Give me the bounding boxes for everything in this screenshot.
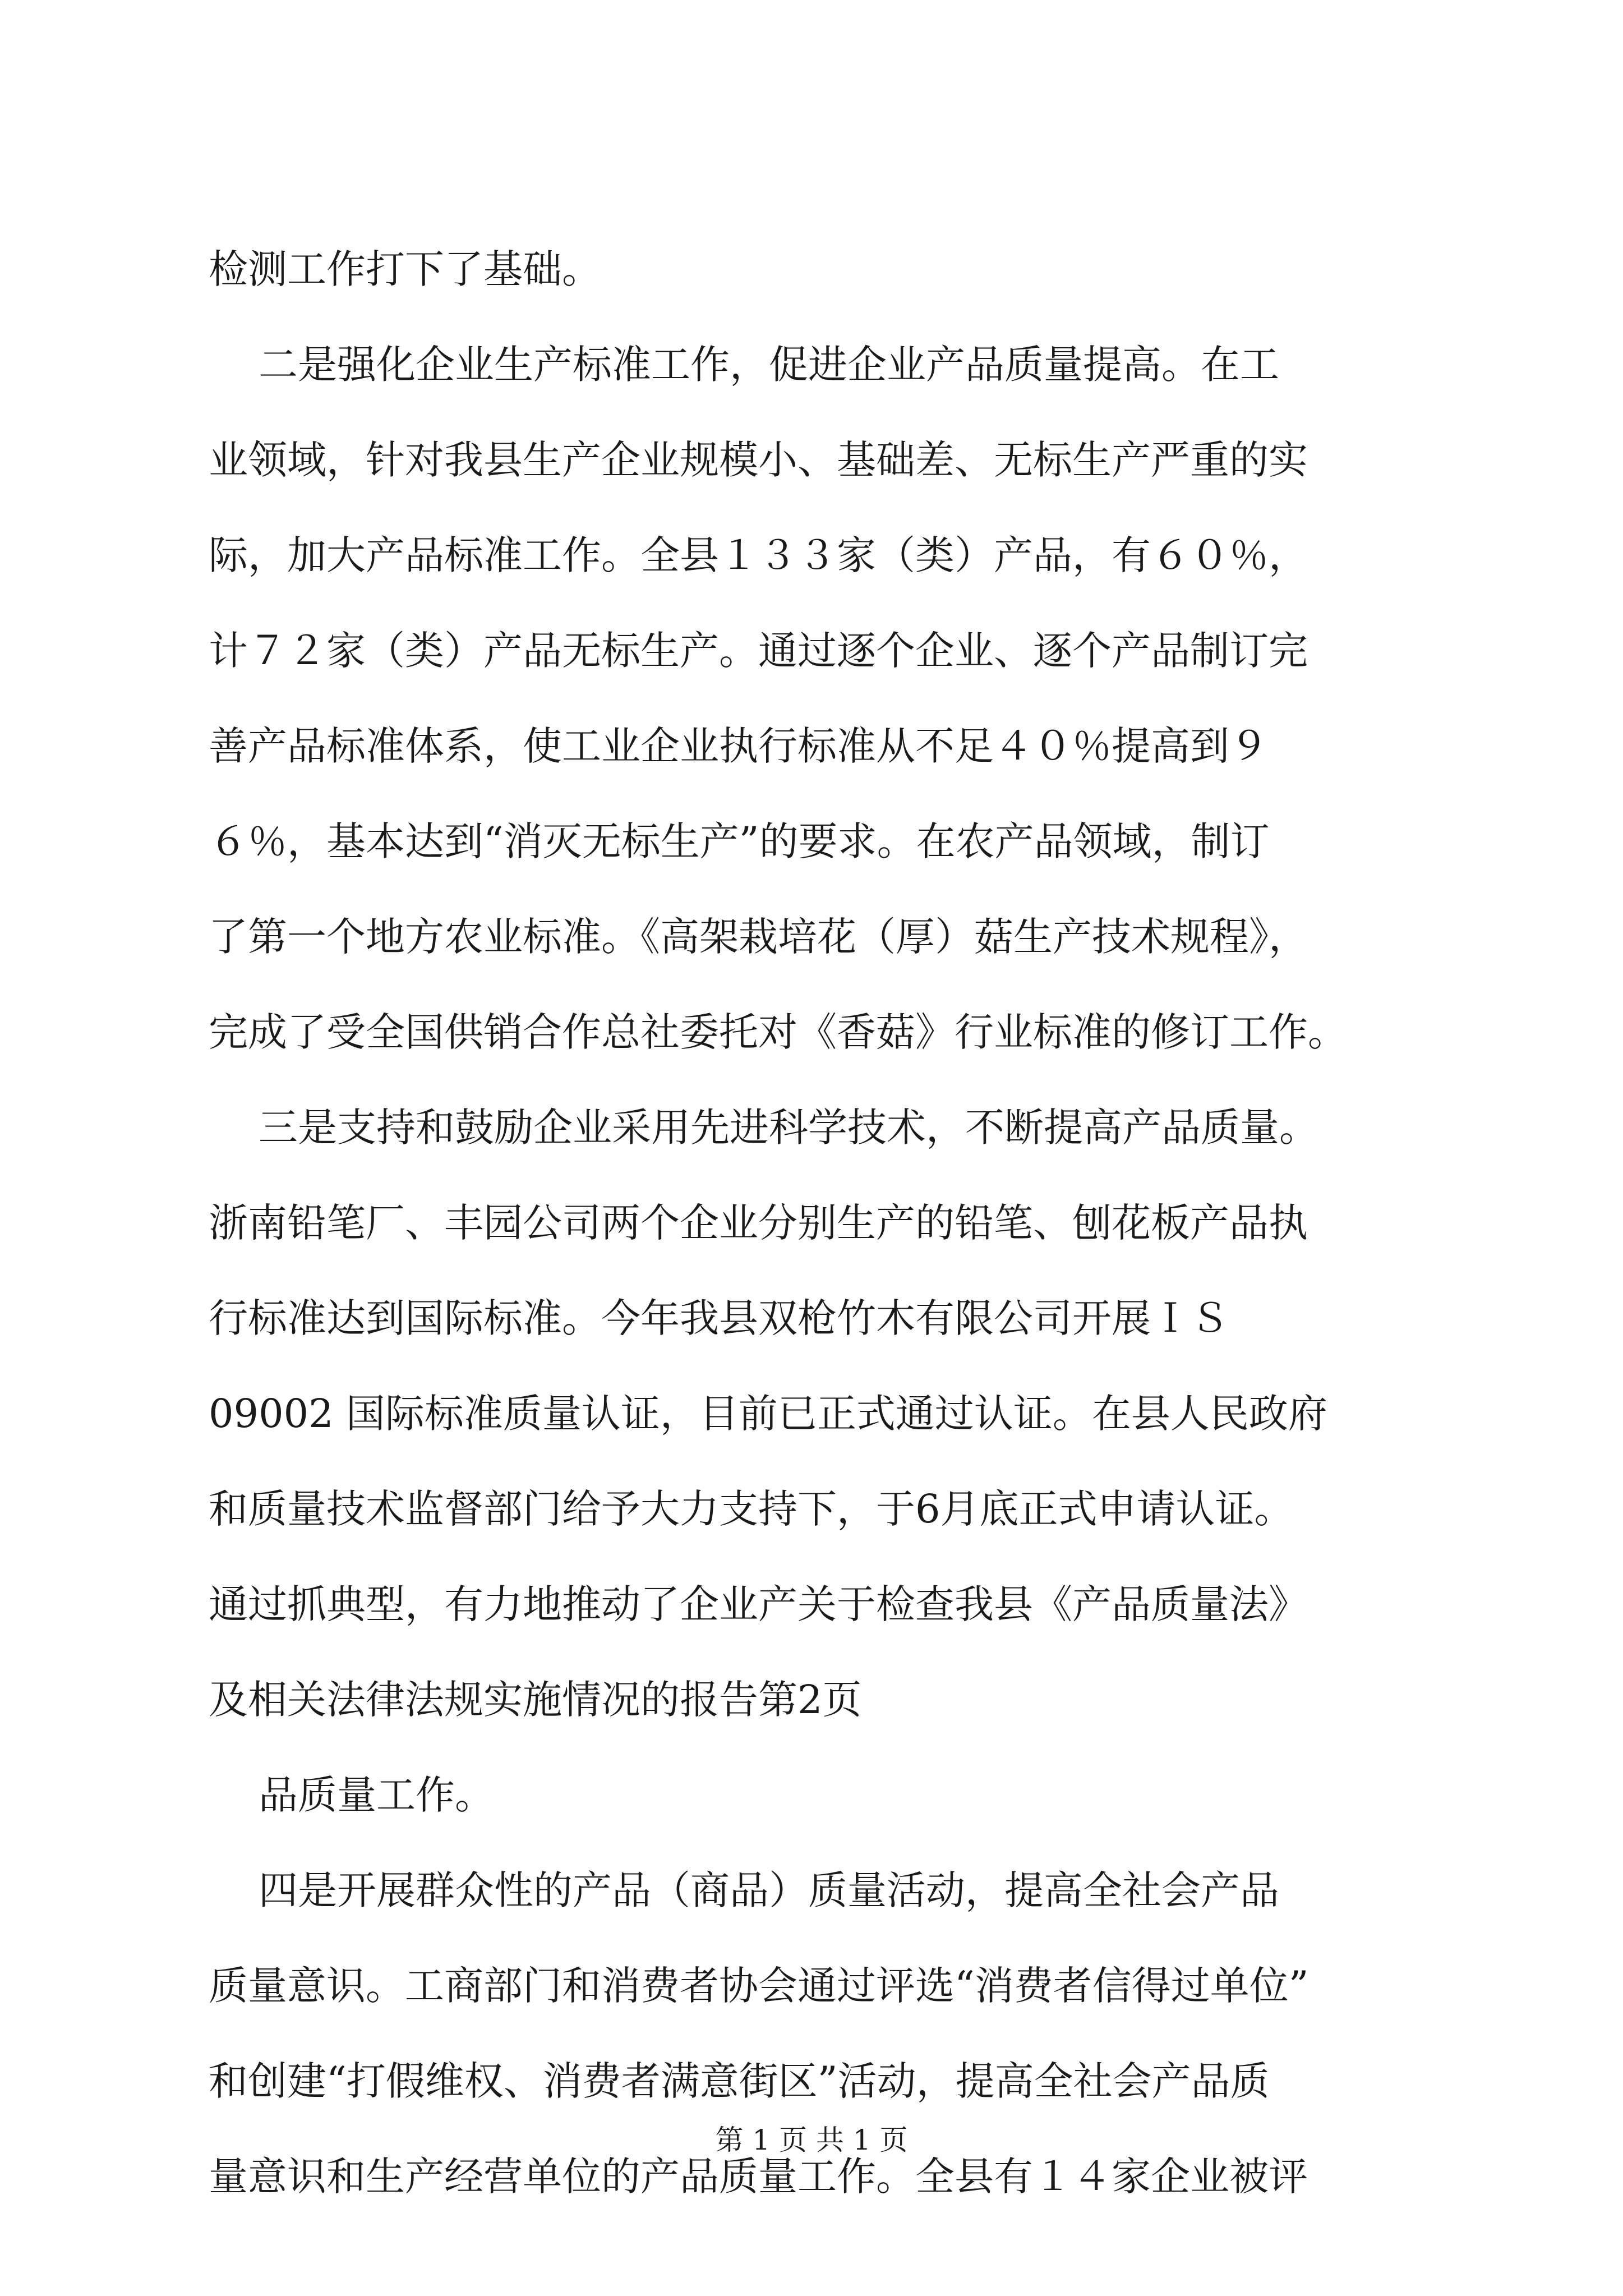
- page-number-label: 第 1 页 共 1 页: [715, 2124, 908, 2156]
- text-line: 09002 国际标准质量认证，目前已正式通过认证。在县人民政府: [209, 1391, 1327, 1437]
- text-line: ６％，基本达到“消灭无标生产”的要求。在农产品领域，制订: [209, 818, 1270, 864]
- text-line: 完成了受全国供销合作总社委托对《香菇》行业标准的修订工作。: [209, 1009, 1347, 1055]
- text-line: 和创建“打假维权、消费者满意街区”活动，提高全社会产品质: [209, 2058, 1270, 2104]
- text-line: 品质量工作。: [209, 1772, 495, 1818]
- text-line: 浙南铅笔厂、丰园公司两个企业分别生产的铅笔、刨花板产品执: [209, 1200, 1308, 1246]
- text-line: 四是开展群众性的产品（商品）质量活动，提高全社会产品: [209, 1867, 1280, 1913]
- text-line: 量意识和生产经营单位的产品质量工作。全县有１４家企业被评: [209, 2154, 1308, 2200]
- text-line: 业领域，针对我县生产企业规模小、基础差、无标生产严重的实: [209, 437, 1308, 483]
- text-line: 行标准达到国际标准。今年我县双枪竹木有限公司开展ＩＳ: [209, 1295, 1229, 1341]
- text-line: 二是强化企业生产标准工作，促进企业产品质量提高。在工: [209, 342, 1280, 388]
- text-line: 三是支持和鼓励企业采用先进科学技术，不断提高产品质量。: [209, 1105, 1319, 1151]
- text-line: 和质量技术监督部门给予大力支持下，于6月底正式申请认证。: [209, 1486, 1294, 1532]
- text-line: 际，加大产品标准工作。全县１３３家（类）产品，有６０％，: [209, 532, 1308, 578]
- text-line: 质量意识。工商部门和消费者协会通过评选“消费者信得过单位”: [209, 1963, 1309, 2009]
- text-line: 检测工作打下了基础。: [209, 246, 601, 292]
- text-line: 善产品标准体系，使工业企业执行标准从不足４０％提高到９: [209, 723, 1269, 769]
- text-line: 了第一个地方农业标准。《高架栽培花（厚）菇生产技术规程》，: [209, 914, 1308, 960]
- page-footer: [0, 2126, 1623, 2154]
- text-line: 计７２家（类）产品无标生产。通过逐个企业、逐个产品制订完: [209, 628, 1308, 674]
- text-line: 及相关法律法规实施情况的报告第2页: [209, 1677, 862, 1723]
- text-line: 通过抓典型，有力地推动了企业产关于检查我县《产品质量法》: [209, 1581, 1308, 1627]
